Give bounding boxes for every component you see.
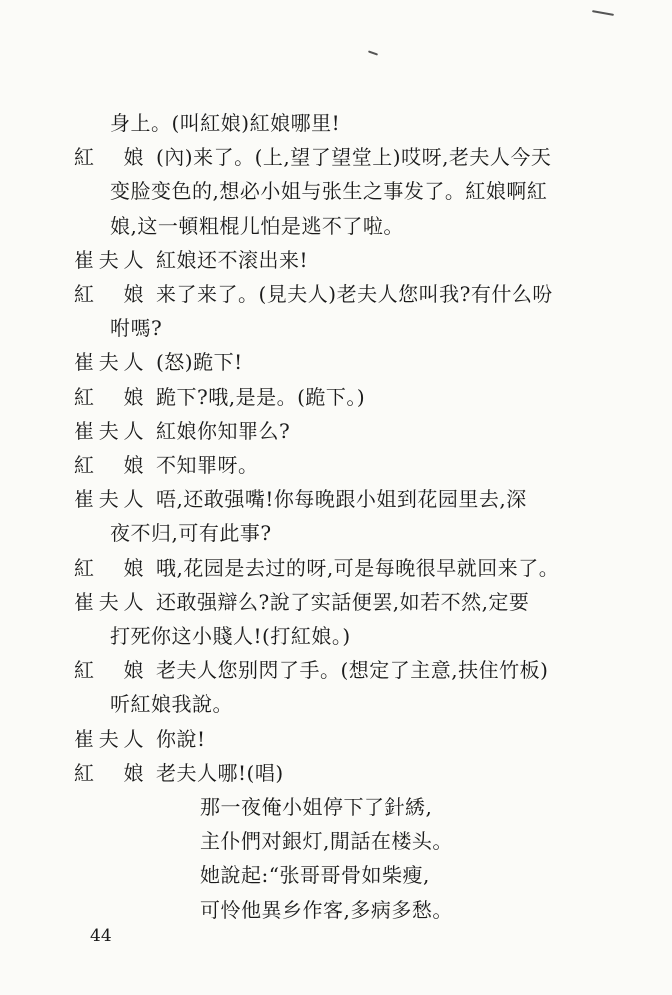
dialogue-line xyxy=(0,379,672,415)
speaker-name: 紅 娘 xyxy=(74,385,144,409)
song-line xyxy=(0,823,672,859)
speech-text: 你說! xyxy=(156,727,206,751)
speech-text: 哦,花园是去过的呀,可是每晚很早就回来了。 xyxy=(156,556,560,580)
speaker-name: 紅 娘 xyxy=(74,145,144,169)
dialogue-line xyxy=(0,550,672,586)
speech-text: (內)来了。(上,望了望堂上)哎呀,老夫人今天 xyxy=(156,145,552,169)
continuation-text: 夜不归,可有此事? xyxy=(110,521,272,545)
scan-mark-top-right xyxy=(592,10,614,16)
speaker-name: 崔 夫 人 xyxy=(74,727,144,751)
page-number: 44 xyxy=(90,926,112,946)
continuation-text: 打死你这小賤人!(打紅娘。) xyxy=(110,624,351,648)
continuation-line xyxy=(0,208,672,244)
dialogue-line xyxy=(0,447,672,483)
speaker-name: 紅 娘 xyxy=(74,658,144,682)
speaker-name: 紅 娘 xyxy=(74,556,144,580)
speech-text: 不知罪呀。 xyxy=(156,453,259,477)
continuation-line xyxy=(0,618,672,654)
speaker-name: 紅 娘 xyxy=(74,282,144,306)
dialogue-line xyxy=(0,652,672,688)
continuation-line xyxy=(0,686,672,722)
dialogue-line xyxy=(0,755,672,791)
song-line xyxy=(0,857,672,893)
speech-text: (怒)跪下! xyxy=(156,350,243,374)
dialogue-line xyxy=(0,242,672,278)
dialogue-line xyxy=(0,481,672,517)
song-line xyxy=(0,892,672,928)
speech-text: 紅娘还不滚出来! xyxy=(156,248,309,272)
song-line xyxy=(0,789,672,825)
song-text: 可怜他異乡作客,多病多愁。 xyxy=(200,898,453,922)
speech-text: 唔,还敢强嘴!你每晚跟小姐到花园里去,深 xyxy=(156,487,527,511)
continuation-line xyxy=(0,105,672,141)
continuation-line xyxy=(0,310,672,346)
scan-mark-top xyxy=(368,50,378,55)
continuation-line xyxy=(0,515,672,551)
speaker-name: 崔 夫 人 xyxy=(74,419,144,443)
continuation-text: 变脸变色的,想必小姐与张生之事发了。紅娘啊紅 xyxy=(110,179,548,203)
continuation-line xyxy=(0,173,672,209)
dialogue-line xyxy=(0,276,672,312)
dialogue-line xyxy=(0,413,672,449)
continuation-text: 身上。(叫紅娘)紅娘哪里! xyxy=(110,111,341,135)
speech-text: 跪下?哦,是是。(跪下。) xyxy=(156,385,366,409)
continuation-text: 娘,这一頓粗棍儿怕是逃不了啦。 xyxy=(110,214,404,238)
speaker-name: 崔 夫 人 xyxy=(74,590,144,614)
speaker-name: 崔 夫 人 xyxy=(74,487,144,511)
speaker-name: 崔 夫 人 xyxy=(74,350,144,374)
song-text: 她說起:“张哥哥骨如柴瘦, xyxy=(200,863,430,887)
speech-text: 还敢强辯么?說了实話便罢,如若不然,定要 xyxy=(156,590,530,614)
song-text: 那一夜俺小姐停下了針綉, xyxy=(200,795,433,819)
speech-text: 紅娘你知罪么? xyxy=(156,419,291,443)
dialogue-line xyxy=(0,344,672,380)
speech-text: 来了来了。(見夫人)老夫人您叫我?有什么吩 xyxy=(156,282,553,306)
continuation-text: 咐嗎? xyxy=(110,316,163,340)
dialogue-line xyxy=(0,721,672,757)
speaker-name: 崔 夫 人 xyxy=(74,248,144,272)
dialogue-line xyxy=(0,584,672,620)
speaker-name: 紅 娘 xyxy=(74,761,144,785)
speaker-name: 紅 娘 xyxy=(74,453,144,477)
song-text: 主仆們对銀灯,閒話在楼头。 xyxy=(200,829,453,853)
speech-text: 老夫人您别閃了手。(想定了主意,扶住竹板) xyxy=(156,658,549,682)
dialogue-line xyxy=(0,139,672,175)
speech-text: 老夫人哪!(唱) xyxy=(156,761,284,785)
continuation-text: 听紅娘我說。 xyxy=(110,692,233,716)
